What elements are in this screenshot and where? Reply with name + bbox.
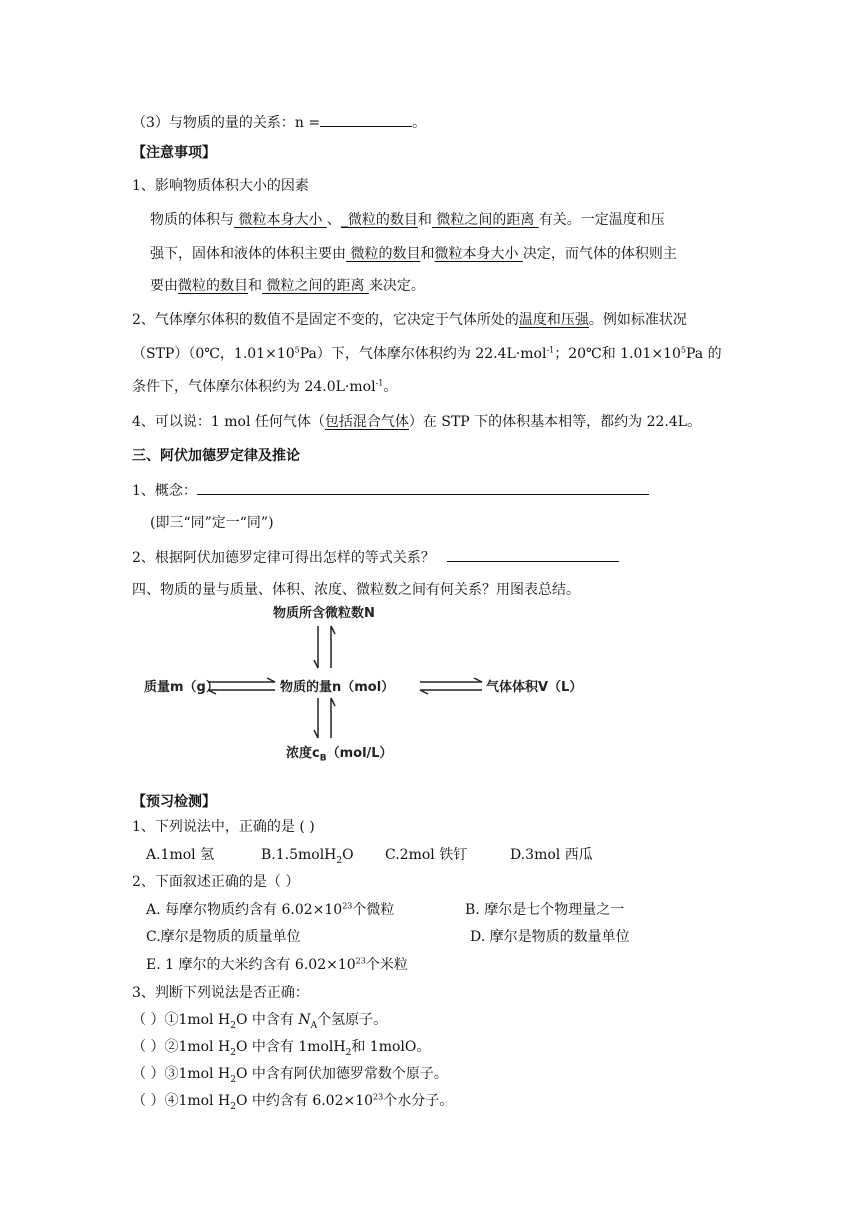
item2-line3 — [132, 377, 397, 397]
superscript: 5 — [680, 345, 686, 355]
q2-line — [132, 547, 619, 568]
text-seg: 要由 — [150, 278, 178, 294]
subscript: 2 — [230, 1047, 236, 1058]
answer-underline: 包括混合气体 — [324, 414, 409, 430]
p1-option-d: D.3mol 西瓜 — [510, 847, 593, 863]
answer-underline: 微粒之间的距离 — [262, 278, 369, 294]
p2-option-c: C.摩尔是物质的质量单位 — [146, 929, 301, 945]
q3-line — [132, 112, 426, 133]
p2-option-a — [146, 900, 394, 920]
text-seg: 个水分子。 — [383, 1093, 454, 1109]
answer-underline: 微粒本身大小 — [434, 246, 523, 262]
answer-underline: 微粒本身大小 — [234, 212, 327, 228]
text-seg: O 中含有 1molH — [235, 1039, 346, 1055]
text-seg: B.1.5molH — [261, 847, 337, 863]
answer-underline: 微粒之间的距离 — [431, 212, 539, 228]
text-seg: （mol/L） — [326, 746, 393, 761]
p3-statement-4 — [132, 1091, 453, 1111]
q2-text: 2、根据阿伏加德罗定律可得出怎样的等式关系？ — [132, 550, 435, 566]
text-seg: A. 每摩尔物质约含有 6.02×10 — [146, 902, 343, 918]
text-seg: 个氢原子。 — [317, 1012, 388, 1028]
section4-heading: 四、物质的量与质量、体积、浓度、微粒数之间有何关系？用图表总结。 — [132, 582, 580, 598]
superscript: 23 — [355, 956, 366, 966]
answer-underline: 温度和压强 — [518, 312, 589, 328]
item4-line — [132, 412, 701, 432]
item1-line2 — [150, 244, 677, 264]
subscript: 2 — [336, 855, 343, 866]
concept-note: (即三“同”定一“同”) — [150, 515, 274, 531]
q2-blank — [447, 547, 619, 562]
q3-end: 。 — [412, 115, 427, 131]
text-seg: Pa）下，气体摩尔体积约为 22.4L·mol — [299, 346, 547, 362]
text-seg: 。 — [383, 379, 398, 395]
text-seg: 个微粒 — [352, 902, 395, 918]
diagram-center-label: 物质的量n（mol） — [280, 680, 395, 695]
subscript: A — [310, 1020, 318, 1031]
answer-underline: 微粒的数目 — [178, 278, 248, 294]
p1-option-b — [261, 845, 354, 865]
diagram-top-label: 物质所含微粒数N — [273, 606, 375, 621]
text-seg: （ ）②1mol H — [132, 1039, 231, 1055]
subscript: 2 — [230, 1101, 236, 1112]
text-seg: 和 1molO。 — [351, 1039, 431, 1055]
text-seg: 浓度c — [286, 746, 320, 761]
text-seg: ）在 STP 下的体积基本相等，都约为 22.4L。 — [408, 414, 702, 430]
q3-text: （3）与物质的量的关系：n = — [132, 115, 321, 131]
subscript: B — [319, 753, 327, 764]
superscript: 23 — [342, 901, 353, 911]
text-seg: 有关。一定温度和压 — [538, 212, 665, 228]
answer-underline: _微粒的数目 — [340, 212, 418, 228]
concept-label: 1、概念： — [132, 483, 197, 499]
subscript: 2 — [230, 1020, 236, 1031]
q3-blank — [320, 112, 412, 127]
arrow-bottom-pair — [314, 698, 335, 738]
arrow-right-pair — [420, 678, 482, 694]
subscript: 2 — [230, 1074, 236, 1085]
p2-question: 2、下面叙述正确的是（ ） — [132, 874, 300, 890]
notes-heading: 【注意事项】 — [132, 145, 216, 161]
text-seg: O 中约含有 6.02×10 — [235, 1093, 374, 1109]
preview-heading: 【预习检测】 — [132, 794, 216, 810]
text-seg: 4、可以说：1 mol 任何气体（ — [132, 414, 325, 430]
answer-underline: 微粒的数目 — [346, 246, 421, 262]
text-seg: 条件下，气体摩尔体积约为 24.0L·mol — [132, 379, 376, 395]
text-seg: （STP）（0℃，1.01×10 — [132, 346, 295, 362]
p3-statement-2 — [132, 1037, 430, 1057]
p2-option-e — [146, 955, 408, 975]
diagram-left-label: 质量m（g） — [144, 680, 219, 695]
text-seg: 和 — [420, 246, 435, 262]
text-seg: ；20℃和 1.01×10 — [554, 346, 681, 362]
text-seg: 和 — [417, 212, 432, 228]
item1-line1 — [150, 210, 665, 230]
diagram-arrows — [140, 598, 600, 766]
section3-heading: 三、阿伏加德罗定律及推论 — [132, 448, 300, 464]
text-seg: 和 — [248, 278, 262, 294]
text-seg: （ ）③1mol H — [132, 1066, 231, 1082]
concept-blank — [197, 480, 649, 495]
text-seg: 2、气体摩尔体积的数值不是固定不变的，它决定于气体所处的 — [132, 312, 519, 328]
relationship-diagram — [140, 598, 600, 766]
text-seg: E. 1 摩尔的大米约含有 6.02×10 — [146, 957, 356, 973]
p1-option-c: C.2mol 铁钉 — [385, 847, 468, 863]
item2-line1 — [132, 310, 687, 330]
text-seg: O — [342, 847, 354, 863]
text-seg: 物质的体积与 — [150, 212, 234, 228]
superscript: 23 — [373, 1092, 384, 1102]
text-seg: 来决定。 — [368, 278, 425, 294]
item2-line2 — [132, 344, 722, 364]
p1-option-a: A.1mol 氢 — [146, 847, 215, 863]
arrow-left-pair — [208, 678, 275, 694]
text-seg: 。例如标准状况 — [588, 312, 687, 328]
text-seg: 决定，而气体的体积则主 — [522, 246, 677, 262]
p2-option-b: B. 摩尔是七个物理量之一 — [465, 902, 625, 918]
p3-question: 3、判断下列说法是否正确： — [132, 985, 309, 1001]
item1-line3 — [150, 276, 425, 296]
text-seg: （ ）①1mol H — [132, 1012, 231, 1028]
text-seg: Pa 的 — [685, 346, 722, 362]
text-seg: O 中含有阿伏加德罗常数个原子。 — [235, 1066, 448, 1082]
p3-statement-1 — [132, 1010, 387, 1030]
superscript: -1 — [375, 378, 384, 388]
subscript: 2 — [345, 1047, 352, 1058]
superscript: -1 — [546, 345, 555, 355]
arrow-top-pair — [314, 626, 335, 668]
p3-statement-3 — [132, 1064, 448, 1084]
p2-option-d: D. 摩尔是物质的数量单位 — [470, 929, 630, 945]
text-seg: （ ）④1mol H — [132, 1093, 231, 1109]
text-seg: N — [298, 1012, 311, 1028]
item1-title: 1、影响物质体积大小的因素 — [132, 178, 309, 194]
diagram-right-label: 气体体积V（L） — [486, 680, 583, 695]
text-seg: 、 — [326, 212, 341, 228]
text-seg: 强下，固体和液体的体积主要由 — [150, 246, 346, 262]
superscript: 5 — [294, 345, 300, 355]
text-seg: O 中含有 — [235, 1012, 299, 1028]
text-seg: 个米粒 — [365, 957, 408, 973]
concept-line — [132, 480, 649, 501]
p1-question: 1、下列说法中，正确的是 ( ) — [132, 819, 315, 835]
